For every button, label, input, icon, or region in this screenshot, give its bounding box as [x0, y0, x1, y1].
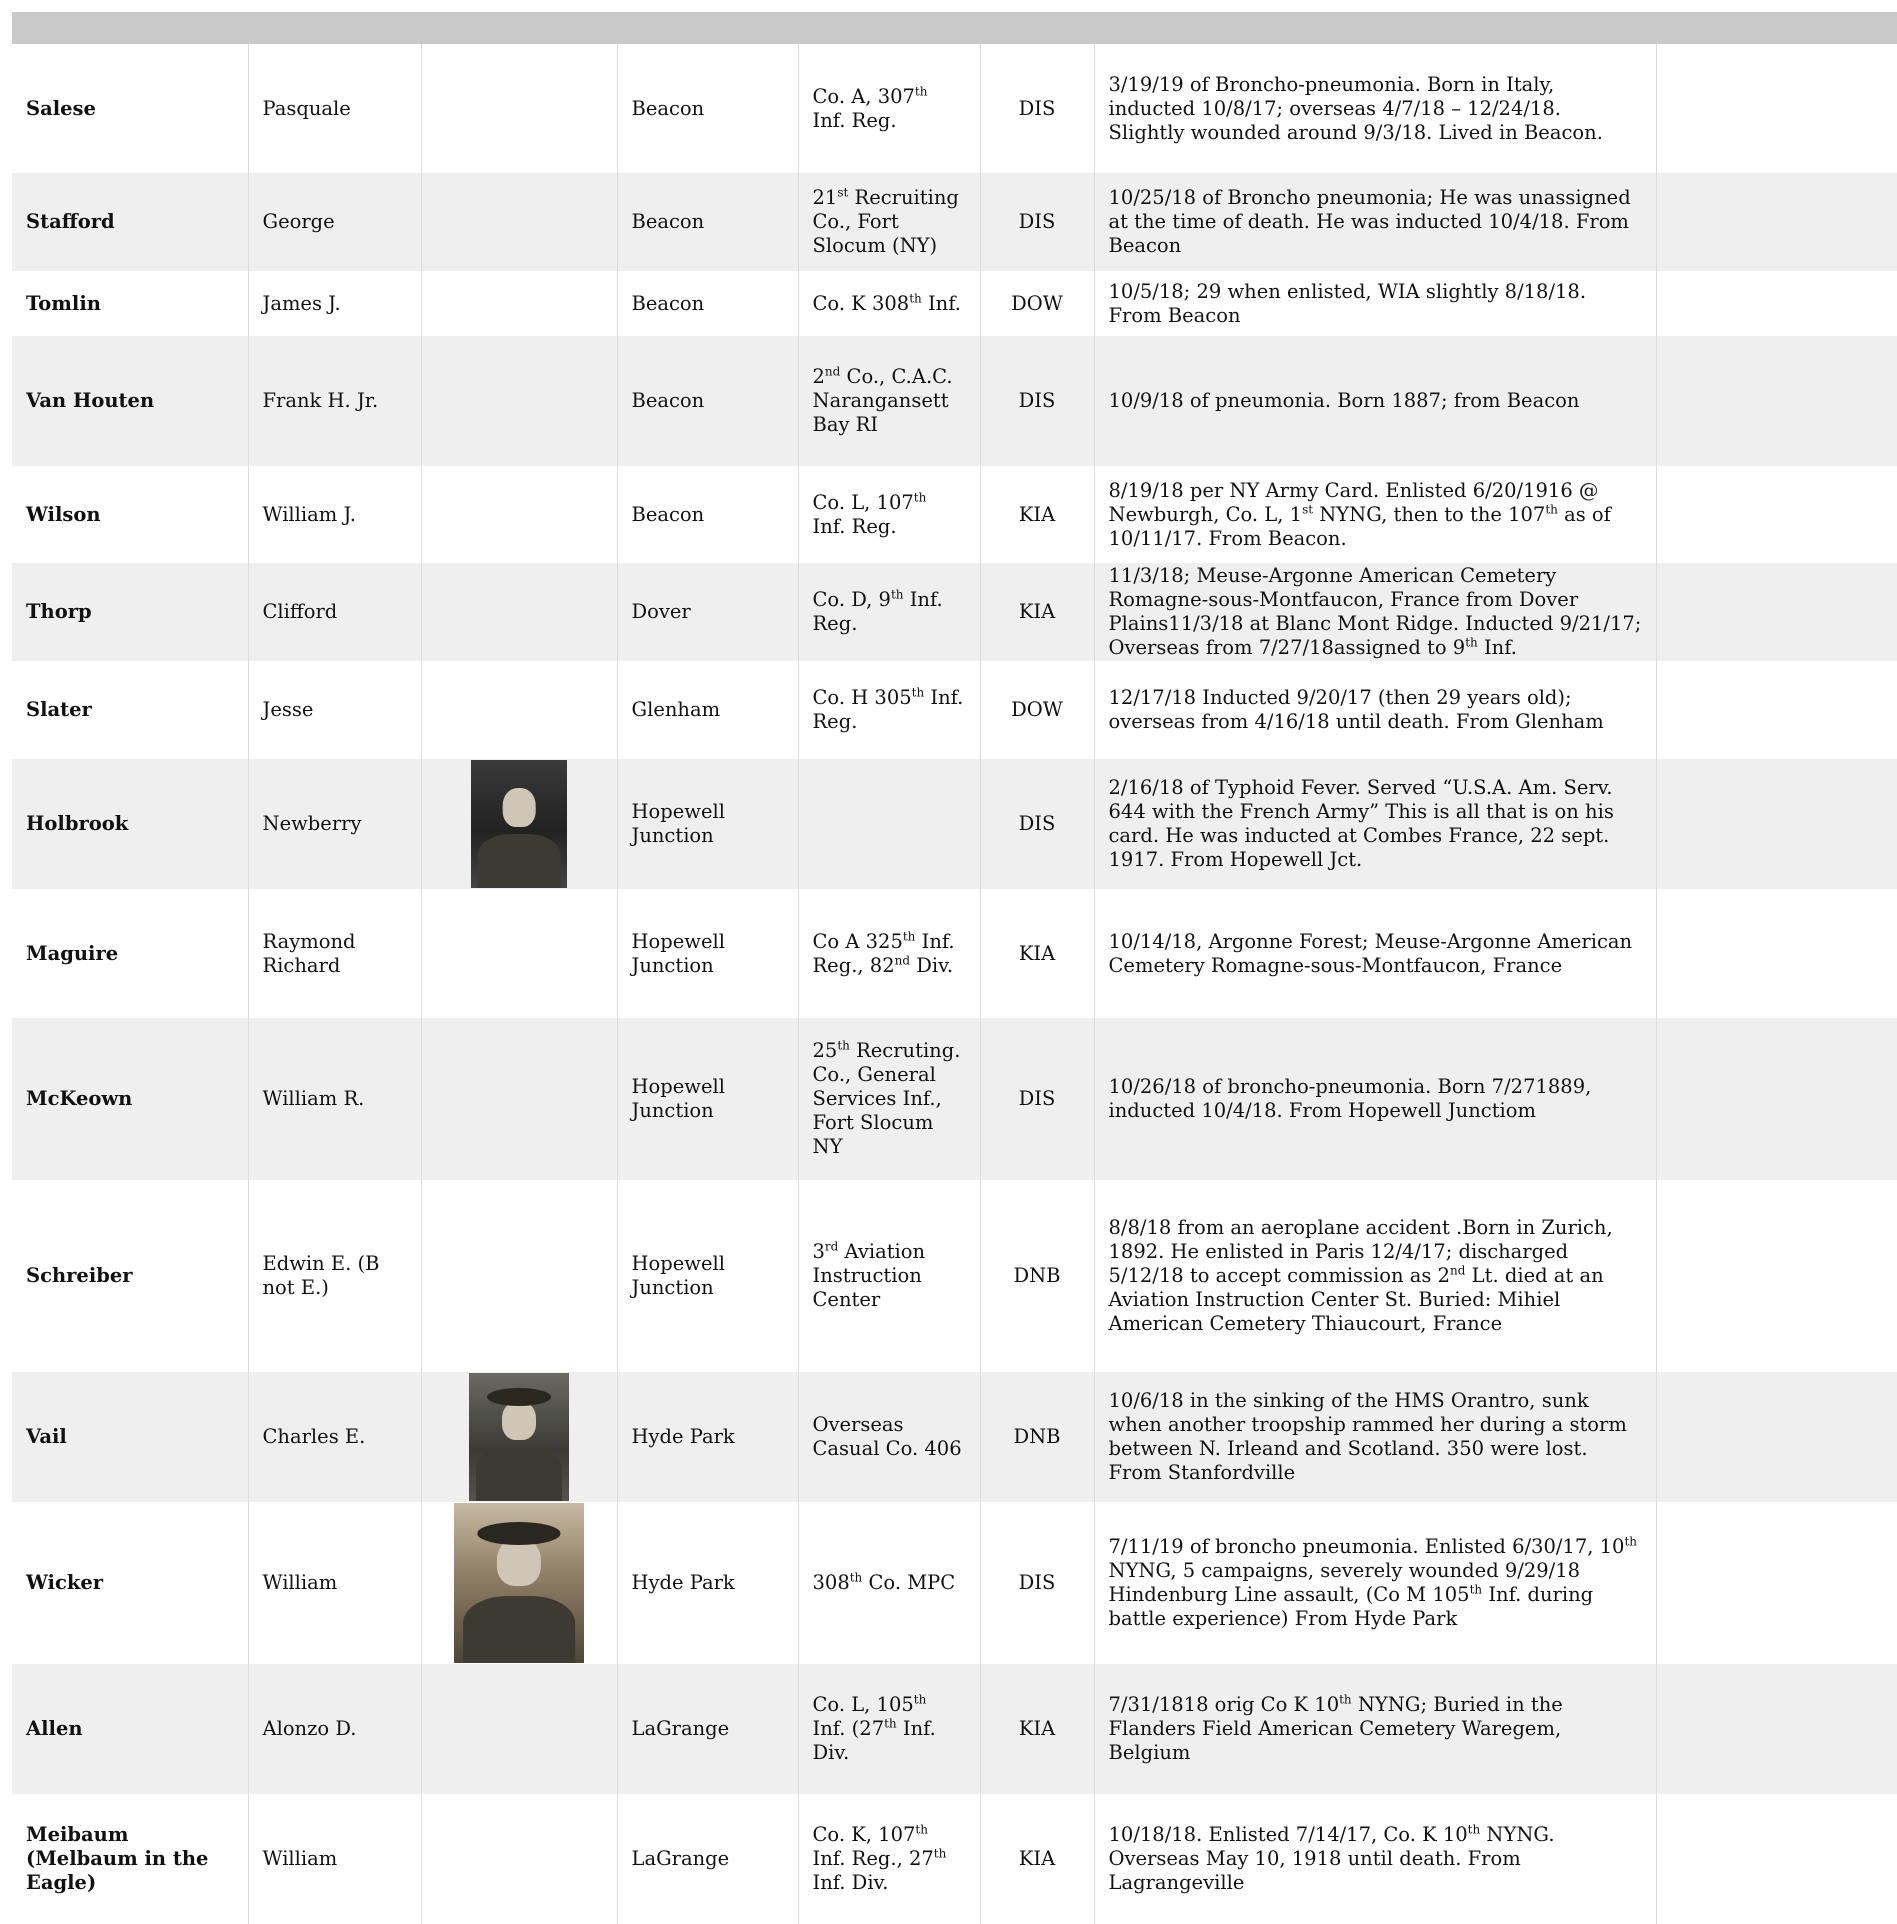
unit-cell: Co A 325th Inf. Reg., 82nd Div.: [798, 889, 980, 1018]
status-cell: DOW: [980, 271, 1094, 336]
status-cell: DNB: [980, 1372, 1094, 1502]
given-cell: Charles E.: [248, 1372, 421, 1502]
unit-cell: 308th Co. MPC: [798, 1502, 980, 1664]
blank-cell: [1656, 1664, 1897, 1794]
town-cell: Hopewell Junction: [617, 1180, 798, 1372]
notes-cell: 3/19/19 of Broncho-pneumonia. Born in Italy, inducted 10/8/17; overseas 4/7/18 – 12/24/18. Slightly wounded around 9/3/18. Lived in Beacon.: [1094, 44, 1656, 173]
given-cell: Jesse: [248, 661, 421, 759]
notes-cell: 10/14/18, Argonne Forest; Meuse-Argonne American Cemetery Romagne-sous-Montfaucon, France: [1094, 889, 1656, 1018]
roster-table: [12, 44, 1897, 1924]
status-cell: DIS: [980, 173, 1094, 271]
photo-cell: [421, 889, 617, 1018]
town-cell: LaGrange: [617, 1794, 798, 1924]
town-cell: Beacon: [617, 271, 798, 336]
given-cell: George: [248, 173, 421, 271]
blank-cell: [1656, 1794, 1897, 1924]
blank-cell: [1656, 889, 1897, 1018]
table-row: [12, 336, 1897, 466]
town-cell: Hopewell Junction: [617, 889, 798, 1018]
table-row: [12, 1794, 1897, 1924]
status-cell: DIS: [980, 44, 1094, 173]
notes-cell: 10/26/18 of broncho-pneumonia. Born 7/271889, inducted 10/4/18. From Hopewell Junctiom: [1094, 1018, 1656, 1180]
notes-cell: 10/18/18. Enlisted 7/14/17, Co. K 10th NYNG. Overseas May 10, 1918 until death. From Lagrangeville: [1094, 1794, 1656, 1924]
surname-cell: Schreiber: [12, 1180, 248, 1372]
surname-cell: Tomlin: [12, 271, 248, 336]
surname-cell: Van Houten: [12, 336, 248, 466]
blank-cell: [1656, 466, 1897, 563]
surname-cell: Maguire: [12, 889, 248, 1018]
given-cell: William J.: [248, 466, 421, 563]
given-cell: James J.: [248, 271, 421, 336]
given-cell: Edwin E. (B not E.): [248, 1180, 421, 1372]
notes-cell: 12/17/18 Inducted 9/20/17 (then 29 years old); overseas from 4/16/18 until death. From Glenham: [1094, 661, 1656, 759]
notes-cell: 10/6/18 in the sinking of the HMS Orantro, sunk when another troopship rammed her during a storm between N. Irleand and Scotland. 350 were lost. From Stanfordville: [1094, 1372, 1656, 1502]
notes-cell: 10/25/18 of Broncho pneumonia; He was unassigned at the time of death. He was inducted 10/4/18. From Beacon: [1094, 173, 1656, 271]
portrait-photo: [454, 1503, 584, 1663]
blank-cell: [1656, 271, 1897, 336]
photo-cell: [421, 336, 617, 466]
unit-cell: Overseas Casual Co. 406: [798, 1372, 980, 1502]
table-row: [12, 759, 1897, 889]
unit-cell: 25th Recruting. Co., General Services Inf., Fort Slocum NY: [798, 1018, 980, 1180]
given-cell: William: [248, 1794, 421, 1924]
roster-sheet: [12, 12, 1897, 1924]
unit-cell: Co. D, 9th Inf. Reg.: [798, 563, 980, 661]
photo-cell: [421, 1794, 617, 1924]
table-row: [12, 1018, 1897, 1180]
blank-cell: [1656, 759, 1897, 889]
surname-cell: McKeown: [12, 1018, 248, 1180]
given-cell: Frank H. Jr.: [248, 336, 421, 466]
table-row: [12, 44, 1897, 173]
photo-cell: [421, 44, 617, 173]
blank-cell: [1656, 563, 1897, 661]
table-row: [12, 889, 1897, 1018]
given-cell: Newberry: [248, 759, 421, 889]
portrait-photo: [471, 760, 567, 888]
blank-cell: [1656, 1372, 1897, 1502]
status-cell: DIS: [980, 759, 1094, 889]
table-row: [12, 563, 1897, 661]
town-cell: Glenham: [617, 661, 798, 759]
unit-cell: Co. L, 107th Inf. Reg.: [798, 466, 980, 563]
notes-cell: 8/19/18 per NY Army Card. Enlisted 6/20/1916 @ Newburgh, Co. L, 1st NYNG, then to the 107th as of 10/11/17. From Beacon.: [1094, 466, 1656, 563]
photo-cell: [421, 1018, 617, 1180]
town-cell: Hyde Park: [617, 1372, 798, 1502]
town-cell: Dover: [617, 563, 798, 661]
unit-cell: 21st Recruiting Co., Fort Slocum (NY): [798, 173, 980, 271]
photo-cell: [421, 1502, 617, 1664]
town-cell: Hopewell Junction: [617, 759, 798, 889]
photo-cell: [421, 271, 617, 336]
blank-cell: [1656, 1502, 1897, 1664]
status-cell: DIS: [980, 1502, 1094, 1664]
surname-cell: Vail: [12, 1372, 248, 1502]
given-cell: Clifford: [248, 563, 421, 661]
status-cell: KIA: [980, 466, 1094, 563]
surname-cell: Holbrook: [12, 759, 248, 889]
surname-cell: Wicker: [12, 1502, 248, 1664]
surname-cell: Wilson: [12, 466, 248, 563]
town-cell: Beacon: [617, 336, 798, 466]
given-cell: Alonzo D.: [248, 1664, 421, 1794]
unit-cell: [798, 759, 980, 889]
unit-cell: 2nd Co., C.A.C. Narangansett Bay RI: [798, 336, 980, 466]
town-cell: Hopewell Junction: [617, 1018, 798, 1180]
unit-cell: Co. K, 107th Inf. Reg., 27th Inf. Div.: [798, 1794, 980, 1924]
table-row: [12, 1180, 1897, 1372]
status-cell: DIS: [980, 1018, 1094, 1180]
status-cell: DIS: [980, 336, 1094, 466]
status-cell: DNB: [980, 1180, 1094, 1372]
photo-cell: [421, 563, 617, 661]
town-cell: Beacon: [617, 173, 798, 271]
surname-cell: Salese: [12, 44, 248, 173]
blank-cell: [1656, 661, 1897, 759]
portrait-photo: [469, 1373, 569, 1501]
status-cell: KIA: [980, 1664, 1094, 1794]
surname-cell: Slater: [12, 661, 248, 759]
unit-cell: Co. K 308th Inf.: [798, 271, 980, 336]
notes-cell: 10/5/18; 29 when enlisted, WIA slightly 8/18/18. From Beacon: [1094, 271, 1656, 336]
table-row: [12, 173, 1897, 271]
unit-cell: Co. H 305th Inf. Reg.: [798, 661, 980, 759]
notes-cell: 7/11/19 of broncho pneumonia. Enlisted 6/30/17, 10th NYNG, 5 campaigns, severely wounded 9/29/18 Hindenburg Line assault, (Co M 105th Inf. during battle experience) From Hyde Park: [1094, 1502, 1656, 1664]
given-cell: Pasquale: [248, 44, 421, 173]
town-cell: LaGrange: [617, 1664, 798, 1794]
unit-cell: 3rd Aviation Instruction Center: [798, 1180, 980, 1372]
town-cell: Hyde Park: [617, 1502, 798, 1664]
blank-cell: [1656, 336, 1897, 466]
given-cell: William: [248, 1502, 421, 1664]
given-cell: Raymond Richard: [248, 889, 421, 1018]
blank-cell: [1656, 44, 1897, 173]
table-row: [12, 1664, 1897, 1794]
table-row: [12, 466, 1897, 563]
table-row: [12, 1502, 1897, 1664]
status-cell: KIA: [980, 563, 1094, 661]
photo-cell: [421, 661, 617, 759]
town-cell: Beacon: [617, 466, 798, 563]
table-row: [12, 1372, 1897, 1502]
notes-cell: 10/9/18 of pneumonia. Born 1887; from Beacon: [1094, 336, 1656, 466]
status-cell: DOW: [980, 661, 1094, 759]
photo-cell: [421, 759, 617, 889]
photo-cell: [421, 1180, 617, 1372]
blank-cell: [1656, 173, 1897, 271]
photo-cell: [421, 466, 617, 563]
notes-cell: 8/8/18 from an aeroplane accident .Born in Zurich, 1892. He enlisted in Paris 12/4/17; discharged 5/12/18 to accept commission as 2nd Lt. died at an Aviation Instruction Center St. Buried: Mihiel American Cemetery Thiaucourt, France: [1094, 1180, 1656, 1372]
table-row: [12, 271, 1897, 336]
notes-cell: 11/3/18; Meuse-Argonne American Cemetery Romagne-sous-Montfaucon, France from Dover Plains11/3/18 at Blanc Mont Ridge. Inducted 9/21/17; Overseas from 7/27/18assigned to 9th Inf.: [1094, 563, 1656, 661]
blank-cell: [1656, 1018, 1897, 1180]
header-band: [12, 12, 1897, 44]
status-cell: KIA: [980, 1794, 1094, 1924]
unit-cell: Co. A, 307th Inf. Reg.: [798, 44, 980, 173]
notes-cell: 2/16/18 of Typhoid Fever. Served “U.S.A. Am. Serv. 644 with the French Army” This is all that is on his card. He was inducted at Combes France, 22 sept. 1917. From Hopewell Jct.: [1094, 759, 1656, 889]
surname-cell: Thorp: [12, 563, 248, 661]
photo-cell: [421, 173, 617, 271]
surname-cell: Meibaum (Melbaum in the Eagle): [12, 1794, 248, 1924]
unit-cell: Co. L, 105th Inf. (27th Inf. Div.: [798, 1664, 980, 1794]
status-cell: KIA: [980, 889, 1094, 1018]
town-cell: Beacon: [617, 44, 798, 173]
notes-cell: 7/31/1818 orig Co K 10th NYNG; Buried in the Flanders Field American Cemetery Waregem, Belgium: [1094, 1664, 1656, 1794]
photo-cell: [421, 1372, 617, 1502]
given-cell: William R.: [248, 1018, 421, 1180]
blank-cell: [1656, 1180, 1897, 1372]
surname-cell: Stafford: [12, 173, 248, 271]
photo-cell: [421, 1664, 617, 1794]
table-row: [12, 661, 1897, 759]
surname-cell: Allen: [12, 1664, 248, 1794]
